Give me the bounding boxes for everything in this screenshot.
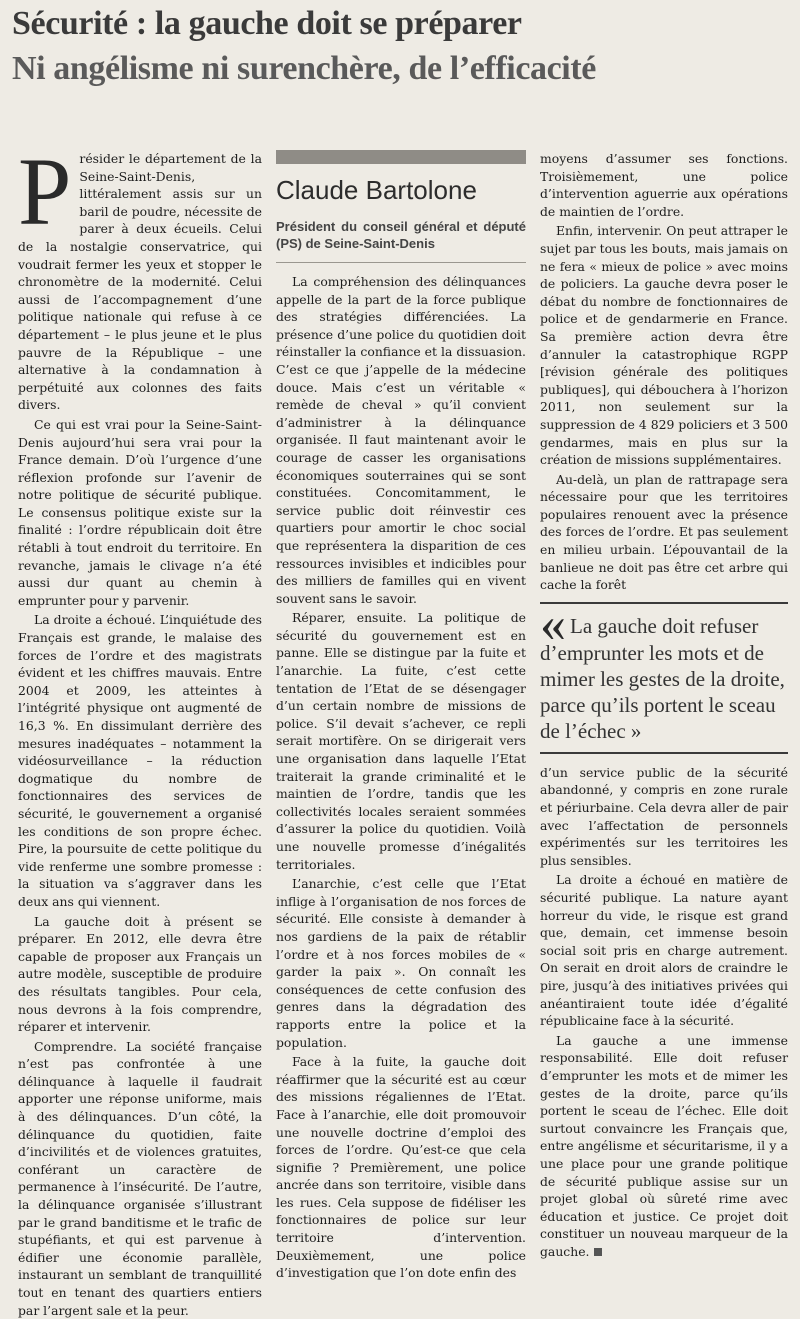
article-column-2	[276, 150, 526, 1282]
headline: Sécurité : la gauche doit se préparer	[12, 5, 522, 42]
pull-quote	[540, 595, 788, 754]
paragraph: Présider le département de la Seine-Saint-Denis, littéralement assis sur un baril de poudre, nécessite de parer à deux écueils. Celui de la nostalgie conservatrice, qui voudrait fermer les yeux et stopper le chronomètre de la modernité. Celui aussi de l’accompagnement d’une politique nationale qui refuse à ce département – le plus jeune et le plus pauvre de la République – une alternative à la condamnation à perpétuité aux colonnes des faits divers.	[18, 138, 262, 413]
paragraph: La gauche doit à présent se préparer. En 2012, elle devra être capable de proposer aux Français un autre modèle, susceptible de produire des résultats tangibles. Pour cela, nous devrons à la fois comprendre, réparer et intervenir.	[18, 913, 262, 1035]
pull-quote-text: La gauche doit refuser d’emprunter les mots et de mimer les gestes de la droite, parce qu’ils portent le sceau de l’échec »	[540, 613, 785, 743]
paragraph: La gauche a une immense responsabilité. Elle doit refuser d’emprunter les mots et de mimer les gestes de la droite, parce qu’ils portent le sceau de l’échec. Elle doit surtout convaincre les Français que, entre angélisme et sécuritarisme, il y a une place pour une grande politique de sécurité publique assise sur un projet global où sûreté rime avec éducation et justice. Ce projet doit constituer un nouveau marqueur de la gauche.	[540, 1032, 788, 1259]
paragraph: d’un service public de la sécurité abandonné, y compris en zone rurale et périurbaine. Cela devra aller de pair avec l’affectation de personnels expérimentés sur les territoires les plus sensibles.	[540, 764, 788, 868]
paragraph: Au-delà, un plan de rattrapage sera nécessaire pour que les territoires populaires renouent avec la présence des forces de l’ordre. Et pas seulement en milieu urbain. L’épouvantail de la banlieue ne doit pas être cet arbre qui cache la forêt	[540, 471, 788, 593]
paragraph: Enfin, intervenir. On peut attraper le sujet par tous les bouts, mais jamais on ne fera « mieux de police » avec moins de policiers. La gauche devra poser le débat du nombre de fonctionnaires de police et de gendarmerie en France. Sa première action devra être d’annuler la catastrophique RGPP [révision générale des politiques publiques], qui débouchera à l’horizon 2011, non seulement sur la suppression de 4 829 policiers et 3 500 gendarmes, mais en plus sur la création de missions supplémentaires.	[540, 223, 788, 468]
author-name: Claude Bartolone	[276, 175, 477, 205]
paragraph: La droite a échoué. L’inquiétude des Français est grande, le malaise des forces de l’ordre et des magistrats évident et les chiffres mauvais. Entre 2004 et 2009, les atteintes à l’intégrité physique ont augmenté de 16,3 %. En dissimulant derrière des mesures inadéquates – notamment la vidéosurveillance – la réduction dogmatique du nombre de fonctionnaires des services de sécurité, le gouvernement a organisé les conditions de son propre échec. Pire, la poursuite de cette politique du vide renferme une sombre promesse : la situation va s’aggraver dans les deux ans qui viennent.	[18, 612, 262, 909]
quote-mark: «	[540, 595, 566, 653]
drop-cap: P	[18, 138, 72, 245]
author-bar	[276, 150, 526, 164]
paragraph: Réparer, ensuite. La politique de sécurité du gouvernement est en panne. Elle se distingue par la fuite et l’anarchie. La fuite, c’est cette tentation de l’Etat de se désengager d’un certain nombre de missions de police. S’il devait s’achever, ce repli serait mortifère. On se dirigerait vers une organisation dans laquelle l’Etat traiterait la grande criminalité et le maintien de l’ordre, tandis que les collectivités locales seraient sommées d’assurer la police du quotidien. Voilà une nouvelle promesse d’inégalités territoriales.	[276, 610, 526, 872]
end-mark-icon	[594, 1248, 602, 1256]
paragraph: Ce qui est vrai pour la Seine-Saint-Denis aujourd’hui sera vrai pour la France demain. D’où l’urgence d’une réflexion profonde sur l’avenir de notre politique de sécurité publique. Le consensus politique existe sur la finalité : l’ordre républicain doit être rétabli à tout endroit du territoire. En revanche, jamais le clivage n’a été aussi dur quant au chemin à emprunter pour y parvenir.	[18, 416, 262, 608]
paragraph: Comprendre. La société française n’est pas confrontée à une délinquance à laquelle il faudrait apporter une réponse uniforme, mais à des délinquances. D’un côté, la délinquance du quotidien, faite d’incivilités et de violences gratuites, conférant un caractère de permanence à l’insécurité. De l’autre, la délinquance organisée s’illustrant par le grand banditisme et le trafic de stupéfiants, et qui est parvenue à édifier une économie parallèle, instaurant un semblant de tranquillité tout en tenant des quartiers entiers par l’argent sale et la peur.	[18, 1038, 262, 1318]
paragraph: L’anarchie, c’est celle que l’Etat inflige à l’organisation de nos forces de sécurité. Elle consiste à demander à nos gardiens de la paix de rétablir l’ordre et à nos forces mobiles de « garder la paix ». On connaît les conséquences de cette confusion des genres dans la dégradation des rapports entre la police et la population.	[276, 876, 526, 1050]
paragraph: La droite a échoué en matière de sécurité publique. La nature ayant horreur du vide, le risque est grand que, demain, cet immense besoin social soit pris en charge autrement. On serait en droit alors de craindre le pire, jusqu’à des initiatives privées qui anéantiraient toute idée d’égalité républicaine face à la sécurité.	[540, 872, 788, 1029]
paragraph: La compréhension des délinquances appelle de la part de la force publique des stratégies différenciées. La présence d’une police du quotidien doit réinstaller la confiance et la dissuasion. C’est ce que j’appelle de la médecine douce. Mais c’est un véritable « remède de cheval » qu’il convient d’administrer à la délinquance organisée. Il faut maintenant avoir le courage de casser les organisations économiques souterraines qui se sont constituées. Concomitamment, le service public doit réinvestir ces quartiers pour amortir le choc social que représentera la disparition de ces ressources invisibles et indicibles pour des milliers de familles qui en vivent souvent sans le savoir.	[276, 274, 526, 606]
subheadline: Ni angélisme ni surenchère, de l’efficacité	[12, 50, 596, 87]
paragraph: moyens d’assumer ses fonctions. Troisièmement, une police d’intervention aguerrie aux opérations de maintien de l’ordre.	[540, 151, 788, 219]
author-title: Président du conseil général et député (PS) de Seine-Saint-Denis	[276, 218, 526, 263]
paragraph: Face à la fuite, la gauche doit réaffirmer que la sécurité est au cœur des missions régaliennes de l’Etat. Face à l’anarchie, elle doit promouvoir une nouvelle doctrine d’emploi des forces de l’ordre. Qu’est-ce que cela signifie ? Premièrement, une police ancrée dans son territoire, visible dans les rues. Cela suppose de fidéliser les fonctionnaires de police sur leur territoire d’intervention. Deuxièmement, une police d’investigation que l’on dote enfin des	[276, 1054, 526, 1281]
article-column-1	[18, 138, 262, 1319]
article-column-3	[540, 150, 788, 1260]
